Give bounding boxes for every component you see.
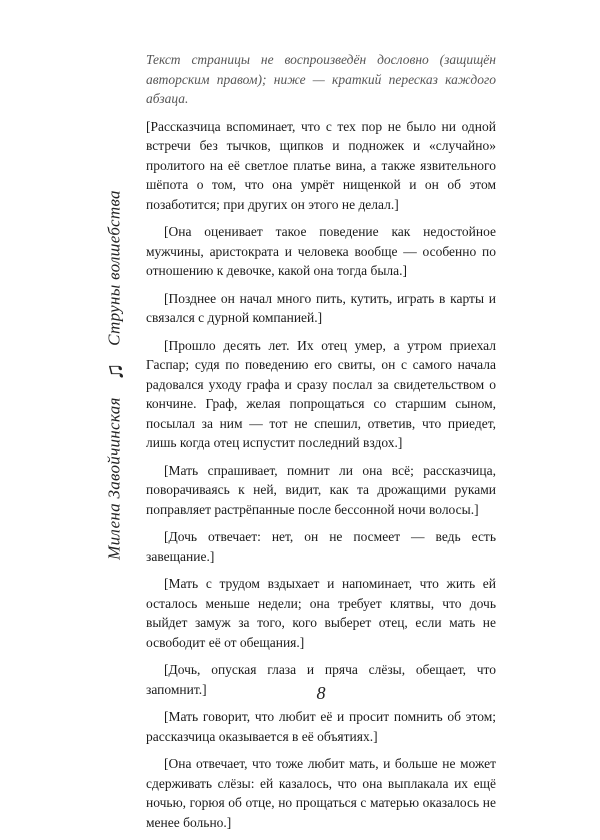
paragraph: [Мать говорит, что любит её и просит помнить об этом; рассказчица оказывается в её объятиях.] bbox=[146, 709, 496, 744]
paragraph: [Дочь отвечает: нет, он не посмеет — ведь есть завещание.] bbox=[146, 529, 496, 564]
paragraph: [Мать спрашивает, помнит ли она всё; рассказчица, поворачиваясь к ней, видит, как та дрожащими руками поправляет растрёпанные после бессонной ночи волосы.] bbox=[146, 462, 496, 517]
running-header bbox=[98, 0, 134, 750]
paragraph: [Рассказчица вспоминает, что с тех пор не было ни одной встречи без тычков, щипков и подножек и «случайно» пролитого на её светлое платье вина, а также язвительного шёпота о том, что она умрёт нищенкой и он об этом позаботится; при других он этого не делал.] bbox=[146, 118, 496, 212]
running-header-text bbox=[103, 190, 130, 560]
paragraph: [Дочь, опуская глаза и пряча слёзы, обещает, что запомнит.] bbox=[146, 662, 496, 697]
page-body bbox=[146, 50, 496, 840]
paragraph: [Прошло десять лет. Их отец умер, а утром приехал Гаспар; судя по поведению его свиты, он с самого начала радовался уходу графа и сразу послал за свидетельством о кончине. Граф, желая попрощаться со старшим сыном, посылал за ним — тот не спешил, ответив, что приедет, лишь когда отец испустит последний вздох.] bbox=[146, 337, 496, 450]
book-title: Струны волшебства bbox=[104, 190, 124, 346]
music-note-icon: ♫ bbox=[102, 362, 129, 381]
author-name: Милена Завойчинская bbox=[104, 397, 124, 560]
page-number: 8 bbox=[316, 683, 326, 703]
paragraph: [Мать с трудом вздыхает и напоминает, что жить ей осталось меньше недели; она требует клятвы, что дочь выйдет замуж за того, кого выберет отец, если мать не освободит её от обещания.] bbox=[146, 576, 496, 650]
paragraph: [Она оценивает такое поведение как недостойное мужчины, аристократа и человека вообще — особенно по отношению к девочке, какой она тогда была.] bbox=[146, 224, 496, 278]
paragraph: [Позднее он начал много пить, кутить, играть в карты и связался с дурной компанией.] bbox=[146, 290, 496, 325]
copyright-notice: Текст страницы не воспроизведён дословно (защищён авторским правом); ниже — краткий пересказ каждого абзаца. bbox=[146, 52, 496, 106]
paragraph: [Она отвечает, что тоже любит мать, и больше не может сдерживать слёзы: ей казалось, что она выплакала их ещё ночью, горюя об отце, но прощаться с матерью оказалось не менее больно.] bbox=[146, 756, 496, 830]
